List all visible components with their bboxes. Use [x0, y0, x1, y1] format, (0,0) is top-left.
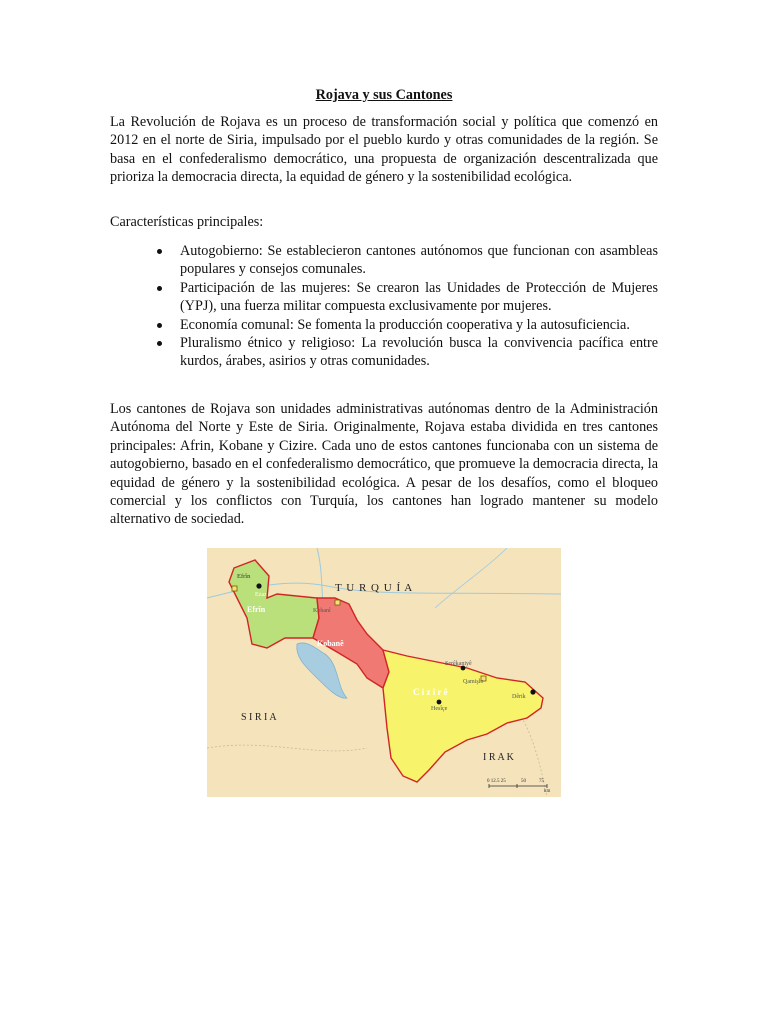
capital-marker	[232, 586, 237, 591]
rojava-map	[207, 548, 561, 797]
document-title: Rojava y sus Cantones	[315, 87, 453, 103]
region-label-cizire: C i z î r ê	[413, 687, 448, 697]
city-label-qamislo: Qamişlo	[463, 679, 484, 685]
bullet-icon	[157, 323, 162, 328]
scale-label-75: 75	[539, 779, 544, 784]
feature-text: Autogobierno: Se establecieron cantones autónomos que funcionan con asambleas populares y consejos comunales.	[180, 243, 658, 278]
city-label-derik: Dêrik	[512, 694, 526, 700]
region-label-efrin: Efrîn	[247, 605, 266, 614]
region-label-kobane: Kobanê	[317, 639, 344, 648]
city-label-efrin: Efrîn	[237, 573, 251, 580]
features-heading: Características principales:	[110, 214, 264, 230]
city-label-hesice: Hesîçe	[431, 706, 448, 712]
features-list	[110, 242, 658, 371]
country-label-iraq: I R A K	[483, 752, 514, 763]
city-marker	[256, 583, 261, 588]
bullet-icon	[157, 249, 162, 254]
city-label-ezaz: Ezaz	[255, 592, 267, 598]
city-marker	[437, 700, 442, 705]
capital-marker	[335, 600, 340, 605]
list-item	[110, 279, 658, 316]
list-item	[110, 334, 658, 371]
bullet-icon	[157, 286, 162, 291]
city-marker	[530, 689, 535, 694]
scale-unit: km	[544, 789, 551, 794]
city-label-serekaniye: Serêkaniyê	[445, 661, 472, 667]
feature-text: Pluralismo étnico y religioso: La revolución busca la convivencia pacífica entre kurdos, árabes, asirios y otras comunidades.	[180, 335, 658, 370]
feature-text: Participación de las mujeres: Se crearon las Unidades de Protección de Mujeres (YPJ), una fuerza militar compuesta exclusivamente por mujeres.	[180, 279, 658, 315]
cantons-paragraph: Los cantones de Rojava son unidades administrativas autónomas dentro de la Administración Autónoma del Norte y Este de Siria. Originalmente, Rojava estaba dividida en tres cantones principales: Afrin, Kobane y Cizire. Cada uno de estos cantones funcionaba con un sistema de autogobierno, basado en el confederalismo democrático, que promueve la democracia directa, la equidad de género y la sostenibilidad ecológica. A pesar de los desafíos, como el bloqueo comercial y los conflictos con Turquía, los cantones han logrado mantener su modelo alternativo de sociedad.	[110, 401, 658, 528]
bullet-icon	[157, 341, 162, 346]
feature-text: Economía comunal: Se fomenta la producción cooperativa y la autosuficiencia.	[180, 316, 630, 333]
scale-label: 0 12.5 25	[487, 779, 506, 784]
map-svg	[207, 548, 561, 797]
list-item	[110, 316, 658, 334]
city-label-kobane: Kobanî	[313, 608, 331, 614]
scale-label-50: 50	[521, 779, 526, 784]
list-item	[110, 242, 658, 279]
country-label-syria: S I R I A	[241, 712, 277, 723]
country-label-turkey: T U R Q U Í A	[335, 582, 414, 594]
intro-paragraph: La Revolución de Rojava es un proceso de transformación social y política que comenzó en 2012 en el norte de Siria, impulsado por el pueblo kurdo y otras comunidades de la región. Se basa en el confederalismo democrático, una propuesta de organización descentralizada que prioriza la democracia directa, la equidad de género y la sostenibilidad ecológica.	[110, 114, 658, 186]
